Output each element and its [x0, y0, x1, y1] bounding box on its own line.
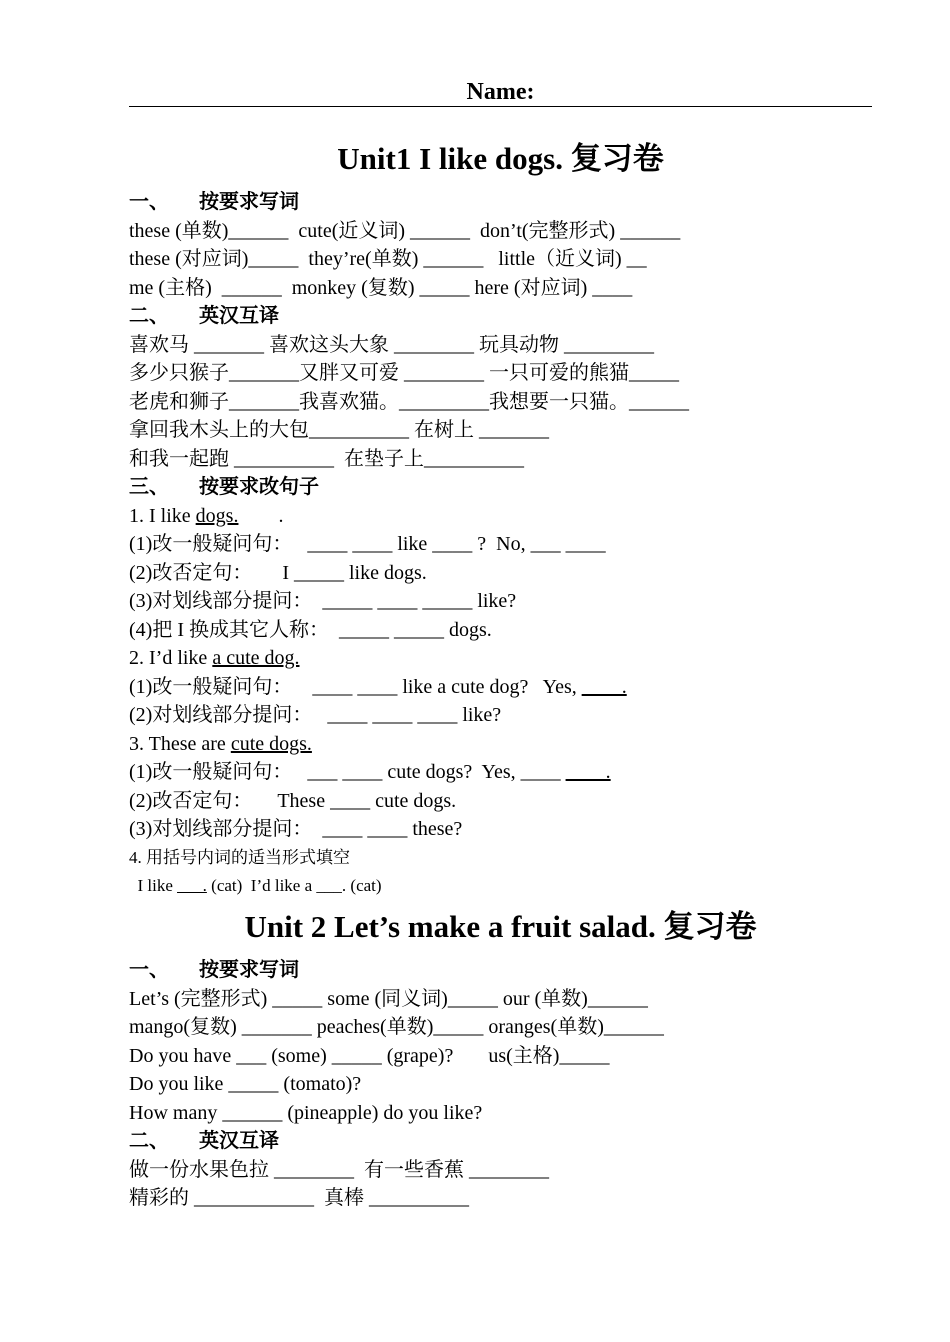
exercise-line	[129, 673, 889, 702]
underlined-part: dogs.	[195, 504, 239, 527]
exercise-line: mango(复数) _______ peaches(单数)_____ oranges(单数)______	[129, 1016, 664, 1038]
exercise-line: (3)对划线部分提问： ____ ____ these?	[129, 818, 463, 840]
exercise-line: 精彩的 ____________ 真棒 __________	[129, 1187, 469, 1209]
exercise-line: (2)对划线部分提问： ____ ____ ____ like?	[129, 704, 502, 726]
section-subheading: 4. 用括号内词的适当形式填空	[129, 847, 350, 867]
underlined-part: ___.	[177, 876, 207, 895]
exercise-line: me (主格) ______ monkey (复数) _____ here (对应词) ____	[129, 276, 633, 299]
name-label: Name:	[466, 79, 535, 105]
section-heading: 二、 英汉互译	[129, 1130, 279, 1152]
exercise-line	[129, 758, 889, 787]
section-heading: 三、 按要求改句子	[129, 476, 319, 498]
section-heading: 二、 英汉互译	[129, 305, 279, 327]
exercise-line: (2)改否定句： These ____ cute dogs.	[129, 789, 457, 812]
sentence-text: 1. I like	[129, 504, 196, 527]
sentence-text: I like	[129, 876, 178, 895]
underlined-part: ____.	[565, 761, 611, 783]
underlined-part: a cute dog.	[212, 647, 300, 669]
exercise-line: 老虎和狮子_______我喜欢猫。_________我想要一只猫。______	[129, 390, 689, 413]
exercise-line: (1)改一般疑问句： ____ ____ like ____ ? No, ___ ____	[129, 533, 606, 555]
exercise-line: Let’s (完整形式) _____ some (同义词)_____ our (单数)______	[129, 987, 648, 1010]
sentence-text: (1)改一般疑问句： ____ ____ like a cute dog? Yes,	[129, 675, 582, 698]
question-sentence	[129, 730, 889, 759]
exercise-line: (4)把 I 换成其它人称： _____ _____ dogs.	[129, 618, 492, 641]
section-heading: 一、 按要求写词	[129, 959, 299, 981]
sentence-text: .	[238, 504, 284, 527]
question-sentence	[129, 644, 889, 673]
exercise-line: these (单数)______ cute(近义词) ______ don’t(完整形式) ______	[129, 219, 681, 242]
underlined-part: ____.	[581, 675, 627, 698]
sentence-text: 2. I’d like	[129, 647, 213, 669]
exercise-line: Do you have ___ (some) _____ (grape)? us(主格)_____	[129, 1044, 610, 1067]
exercise-line: How many ______ (pineapple) do you like?	[129, 1101, 483, 1124]
section-heading: 一、 按要求写词	[129, 191, 299, 213]
unit2-title: Unit 2 Let’s make a fruit salad. 复习卷	[244, 909, 757, 944]
exercise-line: (2)改否定句： I _____ like dogs.	[129, 561, 427, 584]
exercise-line: 喜欢马 _______ 喜欢这头大象 ________ 玩具动物 _________	[129, 333, 654, 356]
sentence-text: (cat) I’d like a ___. (cat)	[206, 876, 382, 895]
name-field	[129, 78, 872, 107]
underlined-part: cute dogs.	[230, 732, 312, 755]
exercise-line	[129, 872, 889, 901]
exercise-line: Do you like _____ (tomato)?	[129, 1073, 362, 1095]
exercise-line: 拿回我木头上的大包__________ 在树上 _______	[129, 419, 549, 441]
unit1-content	[129, 188, 889, 901]
exercise-line: 和我一起跑 __________ 在垫子上__________	[129, 447, 524, 470]
sentence-text: (1)改一般疑问句： ___ ____ cute dogs? Yes, ____	[129, 761, 566, 783]
question-sentence	[129, 502, 889, 531]
exercise-line: 做一份水果色拉 ________ 有一些香蕉 ________	[129, 1158, 549, 1181]
unit2-content	[129, 956, 889, 1213]
exercise-line: (3)对划线部分提问： _____ ____ _____ like?	[129, 590, 517, 612]
exercise-line: these (对应词)_____ they’re(单数) ______ little（近义词) __	[129, 248, 647, 270]
unit1-title: Unit1 I like dogs. 复习卷	[337, 141, 664, 176]
sentence-text: 3. These are	[129, 732, 231, 755]
exercise-line: 多少只猴子_______又胖又可爱 ________ 一只可爱的熊猫_____	[129, 362, 679, 384]
